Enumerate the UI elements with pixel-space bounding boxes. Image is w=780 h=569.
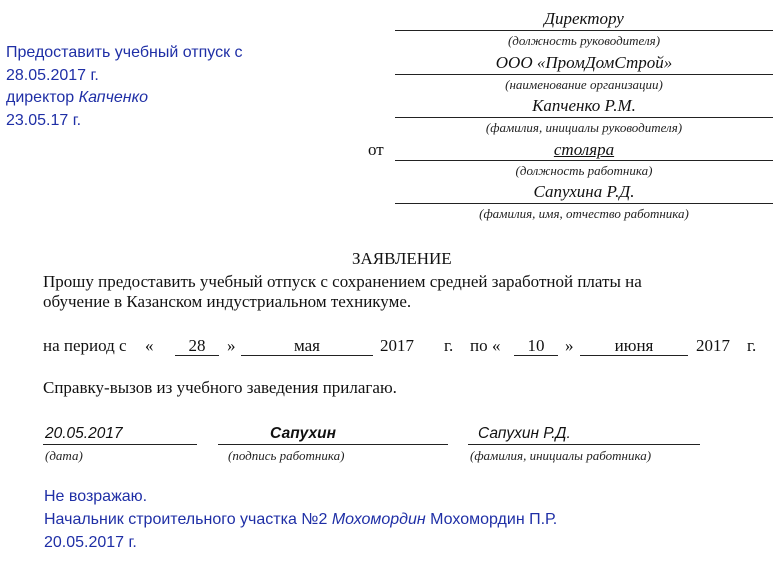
to-day: 10 bbox=[527, 336, 545, 355]
employee-position-line bbox=[395, 160, 773, 161]
resolution-block bbox=[6, 42, 243, 132]
resolution-line-3 bbox=[6, 87, 243, 110]
employee-signature-name-caption: (фамилия, инициалы работника) bbox=[470, 448, 652, 463]
employee-signature: Сапухин bbox=[270, 425, 336, 442]
from-close-quote: » bbox=[227, 336, 236, 355]
employee-name-caption: (фамилия, имя, отчество работника) bbox=[479, 206, 689, 221]
from-month-line bbox=[241, 355, 373, 356]
from-year-suffix: г. bbox=[444, 336, 454, 355]
head-name-caption: (фамилия, инициалы руководителя) bbox=[485, 120, 683, 135]
approval-name: Мохомордин П.Р. bbox=[430, 511, 558, 528]
paragraph-line-1: Прошу предоставить учебный отпуск с сохранением средней заработной платы на bbox=[43, 272, 642, 291]
approval-signature: Мохомордин bbox=[331, 511, 426, 528]
to-day-line bbox=[514, 355, 558, 356]
to-open-quote: « bbox=[492, 336, 501, 355]
resolution-role: директор bbox=[6, 89, 75, 106]
to-year-suffix: г. bbox=[747, 336, 757, 355]
document-title: ЗАЯВЛЕНИЕ bbox=[352, 249, 452, 268]
to-month: июня bbox=[614, 336, 654, 355]
organization-name: ООО «ПромДомСтрой» bbox=[495, 53, 673, 72]
from-year: 2017 bbox=[380, 336, 414, 355]
approval-line-2 bbox=[44, 508, 557, 531]
from-open-quote: « bbox=[145, 336, 154, 355]
employee-signature-name: Сапухин Р.Д. bbox=[478, 425, 571, 442]
approval-line-1: Не возражаю. bbox=[44, 488, 148, 505]
approval-position: Начальник строительного участка №2 bbox=[44, 511, 328, 528]
resolution-signature: Капченко bbox=[78, 89, 149, 106]
from-label: от bbox=[368, 140, 384, 159]
employee-name-line bbox=[395, 203, 773, 204]
organization-line bbox=[395, 74, 773, 75]
signature-date-caption: (дата) bbox=[45, 448, 83, 463]
from-day-line bbox=[175, 355, 219, 356]
signature-date-line bbox=[43, 444, 197, 445]
resolution-line-2: 28.05.2017 г. bbox=[6, 66, 99, 84]
addressee-position-caption: (должность руководителя) bbox=[507, 33, 661, 48]
organization-caption: (наименование организации) bbox=[505, 77, 663, 92]
head-name: Капченко Р.М. bbox=[532, 96, 636, 115]
addressee-position: Директору bbox=[544, 9, 624, 28]
employee-signature-name-line bbox=[468, 444, 700, 445]
to-label: по bbox=[470, 336, 488, 355]
to-month-line bbox=[580, 355, 688, 356]
employee-position: столяра bbox=[553, 140, 615, 159]
resolution-line-1: Предоставить учебный отпуск с bbox=[6, 44, 243, 61]
head-name-line bbox=[395, 117, 773, 118]
employee-signature-line bbox=[218, 444, 448, 445]
resolution-line-4: 23.05.17 г. bbox=[6, 111, 82, 129]
period-prefix: на период с bbox=[43, 336, 127, 355]
signature-date: 20.05.2017 bbox=[45, 425, 123, 442]
attachment-note: Справку-вызов из учебного заведения прилагаю. bbox=[43, 378, 397, 397]
to-close-quote: » bbox=[565, 336, 574, 355]
paragraph-line-2: обучение в Казанском индустриальном техникуме. bbox=[43, 292, 412, 311]
employee-name: Сапухина Р.Д. bbox=[533, 182, 635, 201]
from-day: 28 bbox=[188, 336, 206, 355]
employee-signature-caption: (подпись работника) bbox=[228, 448, 345, 463]
employee-position-caption: (должность работника) bbox=[515, 163, 653, 178]
approval-line-3: 20.05.2017 г. bbox=[44, 534, 137, 551]
addressee-position-line bbox=[395, 30, 773, 31]
from-month: мая bbox=[293, 336, 320, 355]
to-year: 2017 bbox=[696, 336, 730, 355]
approval-block bbox=[44, 485, 557, 554]
